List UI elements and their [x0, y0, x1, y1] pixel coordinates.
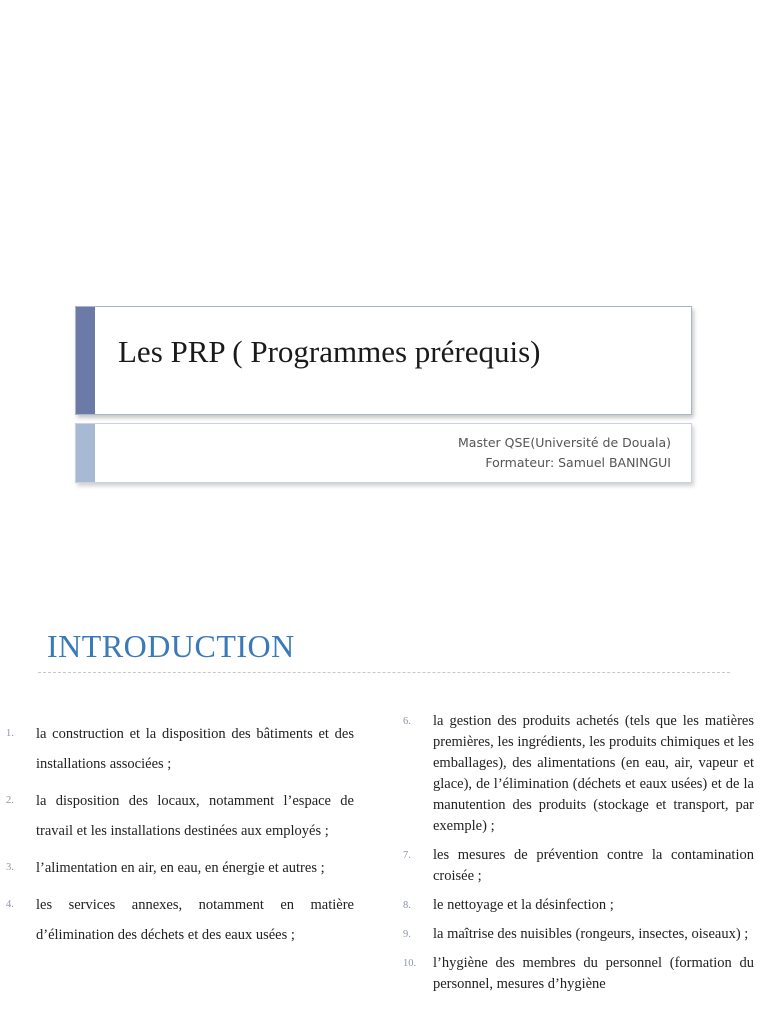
list-item-text: la gestion des produits achetés (tels que les matières premières, les ingrédients, les produits chimiques et les emballages), des alimentations (en eau, air, vapeur et glace), de l’élimination (déchets et eaux usées) et de la manutention des produits (stockage et transport, par exemple) ; [433, 713, 754, 834]
list-item [398, 924, 754, 945]
subtitle-text [458, 433, 671, 473]
list-item-text: les services annexes, notamment en matière d’élimination des déchets et des eaux usées ; [36, 897, 354, 943]
right-list [398, 711, 754, 1003]
list-item-number: 2. [6, 795, 14, 806]
list-item [0, 719, 360, 779]
slide-title: Les PRP ( Programmes prérequis) [118, 334, 541, 369]
list-item [0, 786, 360, 846]
subtitle-accent-bar [76, 424, 95, 482]
introduction-slide [0, 575, 768, 1024]
subtitle-box [75, 423, 692, 483]
title-box [75, 306, 692, 415]
list-item-text: la construction et la disposition des bâtiments et des installations associées ; [36, 726, 354, 772]
list-item-number: 3. [6, 862, 14, 873]
heading-divider [38, 672, 730, 673]
list-item-number: 4. [6, 899, 14, 910]
introduction-heading: INTRODUCTION [47, 628, 295, 664]
list-item [398, 845, 754, 887]
list-item [398, 895, 754, 916]
list-item-text: le nettoyage et la désinfection ; [433, 897, 614, 913]
subtitle-line-program: Master QSE(Université de Douala) [458, 435, 671, 450]
list-item-text: l’hygiène des membres du personnel (formation du personnel, mesures d’hygiène [433, 955, 754, 992]
list-item-number: 8. [403, 900, 411, 911]
list-item [398, 711, 754, 837]
left-list [0, 719, 360, 957]
list-item [0, 890, 360, 950]
subtitle-line-trainer: Formateur: Samuel BANINGUI [485, 455, 671, 470]
list-item-text: la maîtrise des nuisibles (rongeurs, insectes, oiseaux) ; [433, 926, 749, 942]
list-item [398, 953, 754, 995]
list-item-number: 7. [403, 850, 411, 861]
title-accent-bar [76, 307, 95, 414]
list-item-number: 9. [403, 929, 411, 940]
list-item-text: l’alimentation en air, en eau, en énergie et autres ; [36, 860, 325, 876]
list-item-number: 1. [6, 728, 14, 739]
list-item-number: 6. [403, 716, 411, 727]
list-item-text: la disposition des locaux, notamment l’espace de travail et les installations destinées aux employés ; [36, 793, 354, 839]
list-item [0, 853, 360, 883]
list-item-text: les mesures de prévention contre la contamination croisée ; [433, 847, 754, 884]
list-item-number: 10. [403, 958, 417, 969]
